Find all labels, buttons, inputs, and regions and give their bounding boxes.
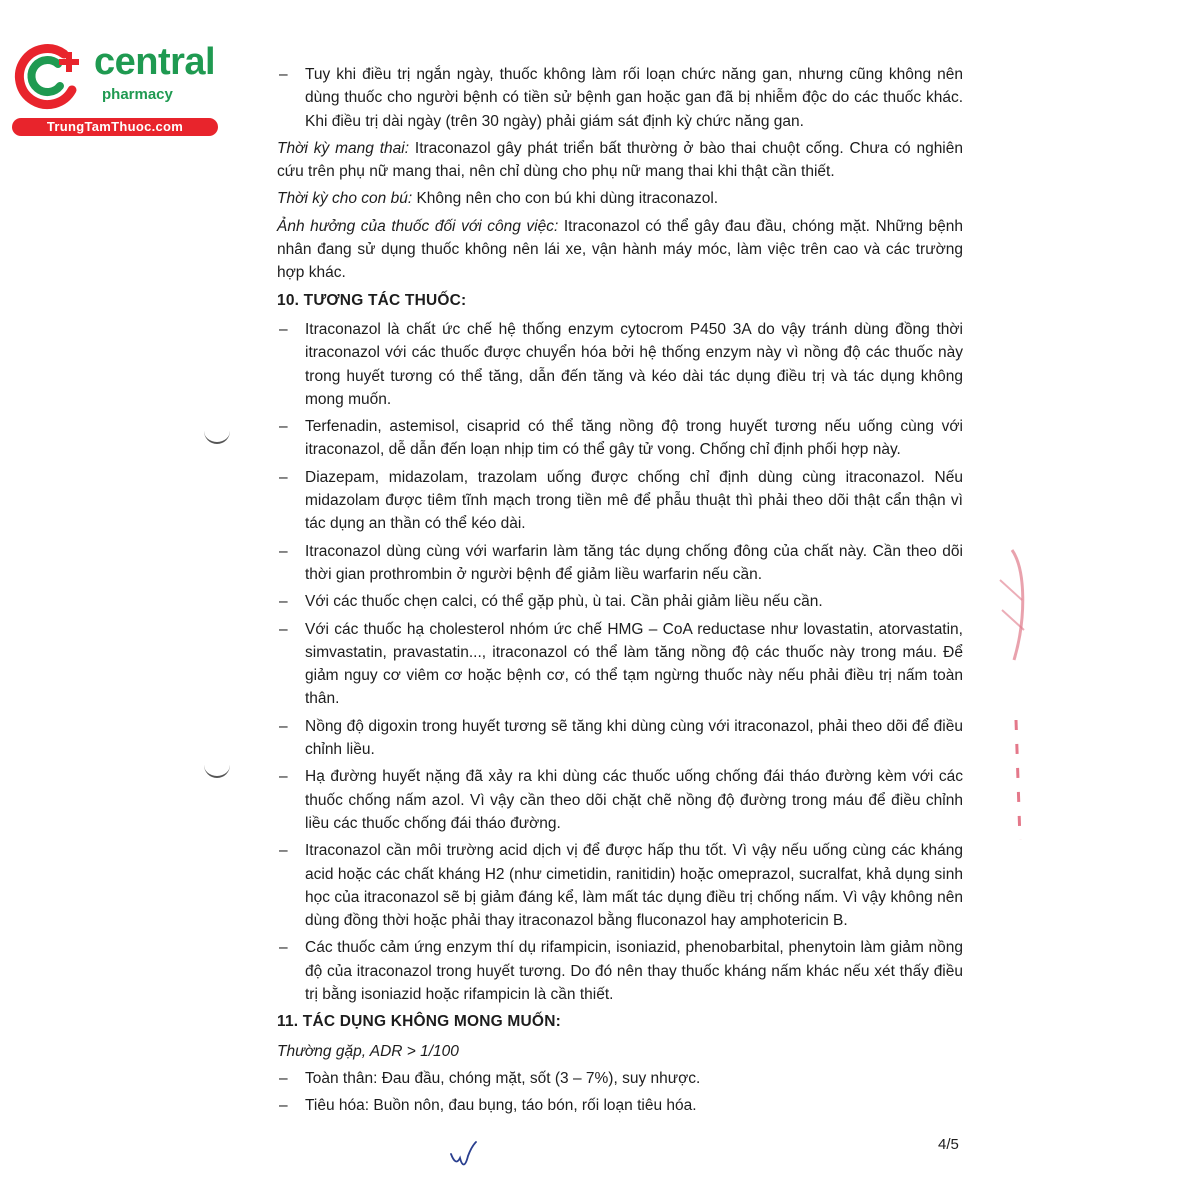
list-item: – Terfenadin, astemisol, cisaprid có thể tăng nồng độ trong huyết tương nếu uống cùng với itraconazol, dễ dẫn đến loạn nhịp tim có thể gây tử vong. Chống chỉ định phối hợp này.: [277, 415, 963, 462]
list-item: – Các thuốc cảm ứng enzym thí dụ rifampicin, isoniazid, phenobarbital, phenytoin làm giảm nồng độ của itraconazol trong huyết tương. Do đó nên thay thuốc kháng nấm khác nếu xét thấy điều trị bằng isoniazid hoặc rifampicin là cần thiết.: [277, 936, 963, 1006]
punch-hole-mark: [204, 762, 230, 778]
breastfeeding-text: Không nên cho con bú khi dùng itraconazol.: [412, 190, 719, 208]
list-item: – Với các thuốc chẹn calci, có thể gặp phù, ù tai. Cần phải giảm liều nếu cần.: [277, 590, 963, 613]
pregnancy-label: Thời kỳ mang thai:: [277, 139, 410, 157]
pharmacy-logo: [10, 36, 220, 136]
list-item: – Nồng độ digoxin trong huyết tương sẽ tăng khi dùng cùng với itraconazol, phải theo dõi để điều chỉnh liều.: [277, 715, 963, 762]
list-item: – Toàn thân: Đau đầu, chóng mặt, sốt (3 – 7%), suy nhược.: [277, 1067, 963, 1090]
list-item: – Itraconazol là chất ức chế hệ thống enzym cytocrom P450 3A do vậy tránh dùng đồng thời itraconazol với các thuốc được chuyển hóa bởi hệ thống enzym này vì nồng độ các thuốc này trong huyết tương có thể tăng, dẫn đến tăng và kéo dài tác dụng điều trị và tác dụng không mong muốn.: [277, 318, 963, 411]
logo-sub-text: pharmacy: [102, 86, 173, 103]
red-stamp-mark-icon: [992, 540, 1032, 850]
work-effect-text: Itraconazol có thể gây đau đầu, chóng mặt. Những bệnh nhân đang sử dụng thuốc không nên lái xe, vận hành máy móc, làm việc trên cao và các trường hợp khác.: [277, 217, 964, 282]
logo-brand-text: central: [94, 41, 216, 83]
central-pharmacy-logo-icon: [12, 38, 88, 114]
list-item: – Tuy khi điều trị ngắn ngày, thuốc không làm rối loạn chức năng gan, nhưng cũng không nên dùng thuốc cho người bệnh có tiền sử bệnh gan hoặc gan đã bị nhiễm độc do các thuốc khác. Khi điều trị dài ngày (trên 30 ngày) phải giám sát định kỳ chức năng gan.: [277, 63, 963, 133]
pregnancy-paragraph: [277, 137, 963, 184]
breastfeeding-paragraph: [277, 187, 963, 210]
logo-website-badge: TrungTamThuoc.com: [12, 118, 218, 136]
page-number: 4/5: [938, 1136, 959, 1153]
list-item: – Itraconazol dùng cùng với warfarin làm tăng tác dụng chống đông của chất này. Cần theo dõi thời gian prothrombin ở người bệnh để giảm liều warfarin nếu cần.: [277, 540, 963, 587]
list-item: – Diazepam, midazolam, trazolam uống được chống chỉ định dùng cùng itraconazol. Nếu midazolam được tiêm tĩnh mạch trong tiền mê để phẫu thuật thì phải theo dõi thật cẩn thận vì tác dụng an thần có thể kéo dài.: [277, 466, 963, 536]
intro-list: [277, 63, 963, 133]
section-11-subheading: Thường gặp, ADR > 1/100: [277, 1042, 459, 1060]
handwritten-initial-icon: [448, 1140, 478, 1174]
section-11-heading: 11. TÁC DỤNG KHÔNG MONG MUỐN:: [277, 1013, 561, 1031]
list-item: – Tiêu hóa: Buồn nôn, đau bụng, táo bón, rối loạn tiêu hóa.: [277, 1094, 963, 1117]
breastfeeding-label: Thời kỳ cho con bú:: [277, 190, 413, 208]
adverse-effects-list: [277, 1067, 963, 1118]
interactions-list: [277, 318, 963, 1006]
list-item: – Hạ đường huyết nặng đã xảy ra khi dùng các thuốc uống chống đái tháo đường kèm với các thuốc chống nấm azol. Vì vậy cần theo dõi chặt chẽ nồng độ đường trong máu để điều chỉnh liều các thuốc chống đái tháo đường.: [277, 765, 963, 835]
list-item: – Itraconazol cần môi trường acid dịch vị để được hấp thu tốt. Vì vậy nếu uống cùng các kháng acid hoặc các chất kháng H2 (như cimetidin, ranitidin) hoặc omeprazol, sucralfat, khả dụng sinh học của itraconazol sẽ bị giảm đáng kể, làm mất tác dụng điều trị chống nấm. Vì vậy không nên dùng đồng thời hoặc phải thay itraconazol bằng fluconazol hay amphotericin B.: [277, 839, 963, 932]
list-item: – Với các thuốc hạ cholesterol nhóm ức chế HMG – CoA reductase như lovastatin, atorvastatin, simvastatin, pravastatin..., itraconazol có thể làm tăng nồng độ các thuốc này trong máu. Để giảm nguy cơ viêm cơ hoặc bệnh cơ, có thể tạm ngừng thuốc này nếu phải điều trị nấm toàn thân.: [277, 618, 963, 711]
punch-hole-mark: [204, 428, 230, 444]
document-body: [277, 63, 963, 1121]
section-10-heading: 10. TƯƠNG TÁC THUỐC:: [277, 291, 467, 309]
work-effect-label: Ảnh hưởng của thuốc đối với công việc:: [277, 217, 559, 235]
work-effect-paragraph: [277, 215, 963, 285]
pregnancy-text: Itraconazol gây phát triển bất thường ở bào thai chuột cống. Chưa có nghiên cứu trên phụ nữ mang thai, nên chỉ dùng cho phụ nữ mang thai khi thật cần thiết.: [277, 139, 963, 181]
